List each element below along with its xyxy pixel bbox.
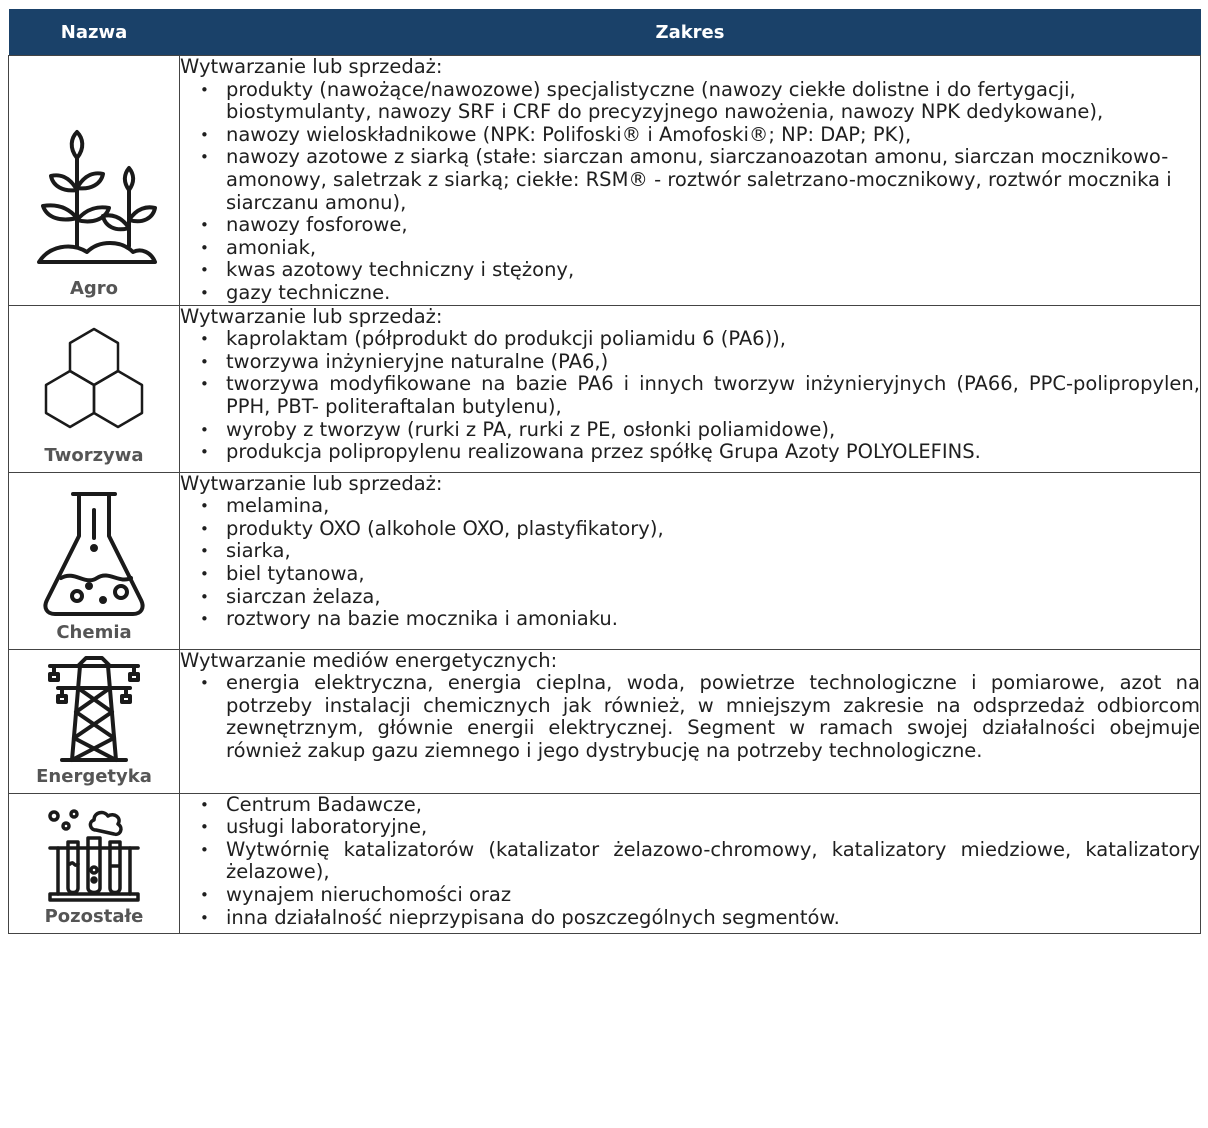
list-item: • energia elektryczna, energia cieplna, woda, powietrze technologiczne i pomiarowe, azot na potrzeby instalacji chemicznych jak również, w mniejszym zakresie na odsprzedaż odbiorcom zewnętrznym, głównie energii elektrycznej. Segment w ramach swojej działalności obejmuje również zakup gazu ziemnego i jego dystrybucję na potrzeby technologiczne. bbox=[180, 672, 1200, 762]
list-item: • Wytwórnię katalizatorów (katalizator żelazowo-chromowy, katalizatory miedziowe, katalizatory żelazowe), bbox=[180, 839, 1200, 884]
table-row bbox=[9, 649, 1201, 793]
list-item: • gazy techniczne. bbox=[180, 282, 1200, 305]
list-item: • Centrum Badawcze, bbox=[180, 794, 1200, 817]
table-row bbox=[9, 472, 1201, 649]
list-item: • nawozy fosforowe, bbox=[180, 214, 1200, 237]
list-item: • tworzywa modyfikowane na bazie PA6 i innych tworzyw inżynieryjnych (PA66, PPC-polipropylen, PPH, PBT- politeraftalan butylenu), bbox=[180, 373, 1200, 418]
plant-sprouts-icon bbox=[29, 128, 159, 276]
table-row bbox=[9, 56, 1201, 306]
segment-name-cell bbox=[9, 793, 180, 933]
list-item: • usługi laboratoryjne, bbox=[180, 816, 1200, 839]
list-item: • siarczan żelaza, bbox=[180, 586, 1200, 609]
segment-name: Energetyka bbox=[36, 765, 152, 787]
table-header-row bbox=[9, 9, 1201, 56]
table-row bbox=[9, 305, 1201, 472]
list-item: • nawozy azotowe z siarką (stałe: siarczan amonu, siarczanoazotan amonu, siarczan mocznikowo-amonowy, saletrzak z siarką; ciekłe: RSM® - roztwór saletrzano-mocznikowy, roztwór mocznika i siarczanu amonu), bbox=[180, 146, 1200, 214]
list-item: • produkty (nawożące/nawozowe) specjalistyczne (nawozy ciekłe dolistne i do fertygacji, biostymulanty, nawozy SRF i CRF do precyzyjnego nawożenia, nawozy NPK dedykowane), bbox=[180, 79, 1200, 124]
segment-name-cell bbox=[9, 649, 180, 793]
list-item: • siarka, bbox=[180, 540, 1200, 563]
segment-scope-cell bbox=[180, 305, 1201, 472]
table-row bbox=[9, 793, 1201, 933]
scope-intro: Wytwarzanie lub sprzedaż: bbox=[180, 304, 443, 328]
scope-list bbox=[180, 328, 1200, 464]
flask-icon bbox=[39, 490, 149, 620]
scope-list bbox=[180, 495, 1200, 631]
segment-scope-cell bbox=[180, 56, 1201, 306]
list-item: • roztwory na bazie mocznika i amoniaku. bbox=[180, 608, 1200, 631]
segments-table bbox=[8, 9, 1201, 934]
list-item: • produkcja polipropylenu realizowana przez spółkę Grupa Azoty POLYOLEFINS. bbox=[180, 441, 1200, 464]
segment-scope-cell bbox=[180, 793, 1201, 933]
segment-name-cell bbox=[9, 56, 180, 306]
list-item: • wynajem nieruchomości oraz bbox=[180, 884, 1200, 907]
list-item: • tworzywa inżynieryjne naturalne (PA6,) bbox=[180, 351, 1200, 374]
list-item: • kwas azotowy techniczny i stężony, bbox=[180, 259, 1200, 282]
list-item: • melamina, bbox=[180, 495, 1200, 518]
list-item: • amoniak, bbox=[180, 237, 1200, 260]
list-item: • nawozy wieloskładnikowe (NPK: Polifoski® i Amofoski®; NP: DAP; PK), bbox=[180, 124, 1200, 147]
laboratory-tubes-icon bbox=[44, 808, 144, 904]
scope-list bbox=[180, 79, 1200, 305]
list-item: • wyroby z tworzyw (rurki z PA, rurki z PE, osłonki poliamidowe), bbox=[180, 419, 1200, 442]
list-item: • produkty OXO (alkohole OXO, plastyfikatory), bbox=[180, 518, 1200, 541]
scope-intro: Wytwarzanie lub sprzedaż: bbox=[180, 55, 443, 78]
scope-list bbox=[180, 794, 1200, 930]
segment-name: Agro bbox=[69, 277, 119, 299]
segment-scope-cell bbox=[180, 649, 1201, 793]
header-name: Nazwa bbox=[9, 9, 180, 56]
scope-list bbox=[180, 672, 1200, 762]
power-pylon-icon bbox=[42, 654, 146, 764]
segment-scope-cell bbox=[180, 472, 1201, 649]
list-item: • kaprolaktam (półprodukt do produkcji poliamidu 6 (PA6)), bbox=[180, 328, 1200, 351]
segment-name: Chemia bbox=[56, 621, 132, 643]
header-scope: Zakres bbox=[180, 9, 1201, 56]
list-item: • biel tytanowa, bbox=[180, 563, 1200, 586]
segment-name: Tworzywa bbox=[44, 444, 144, 466]
scope-intro: Wytwarzanie mediów energetycznych: bbox=[180, 648, 558, 672]
scope-intro: Wytwarzanie lub sprzedaż: bbox=[180, 471, 443, 495]
segment-name-cell bbox=[9, 305, 180, 472]
segment-name: Pozostałe bbox=[44, 905, 144, 927]
hexagon-molecule-icon bbox=[36, 325, 152, 443]
segment-name-cell bbox=[9, 472, 180, 649]
list-item: • inna działalność nieprzypisana do poszczególnych segmentów. bbox=[180, 907, 1200, 930]
